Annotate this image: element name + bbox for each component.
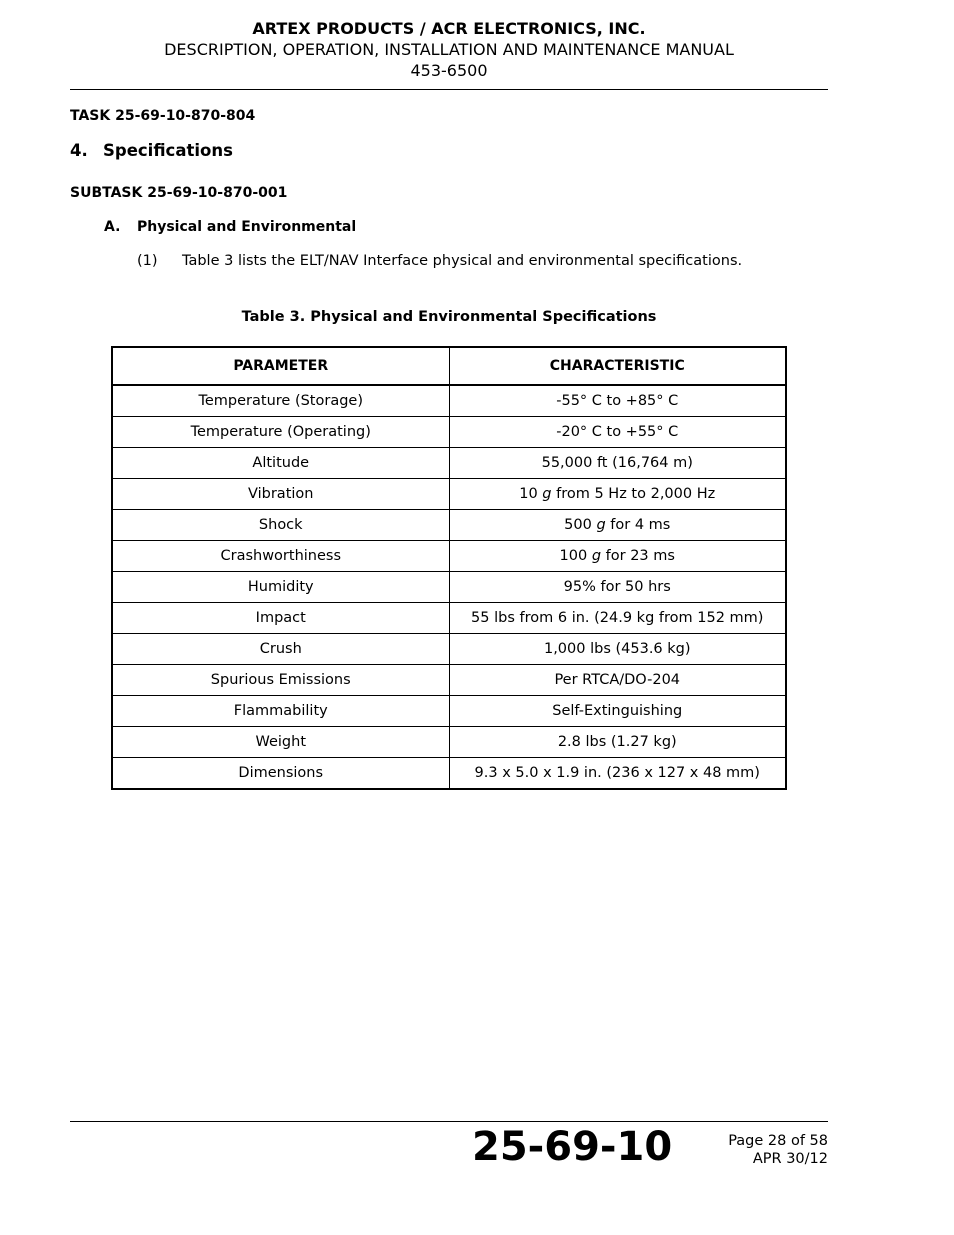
table-row — [112, 479, 786, 510]
characteristic-cell: 2.8 lbs (1.27 kg) — [449, 727, 786, 758]
column-header-characteristic: CHARACTERISTIC — [449, 347, 786, 385]
characteristic-detail: from 5 Hz to 2,000 Hz — [551, 486, 716, 502]
subsection-heading — [104, 218, 356, 236]
characteristic-cell: 9.3 x 5.0 x 1.9 in. (236 x 127 x 48 mm) — [449, 758, 786, 790]
table-header-row — [112, 347, 786, 385]
table-row — [112, 727, 786, 758]
subtask-id: SUBTASK 25-69-10-870-001 — [70, 185, 288, 201]
parameter-cell: Crush — [112, 634, 449, 665]
characteristic-unit: g — [596, 517, 606, 533]
characteristic-cell: 1,000 lbs (453.6 kg) — [449, 634, 786, 665]
characteristic-cell: 95% for 50 hrs — [449, 572, 786, 603]
characteristic-cell — [449, 510, 786, 541]
subsection-letter: A. — [104, 219, 121, 235]
characteristic-detail: for 4 ms — [605, 517, 671, 533]
characteristic-cell: Per RTCA/DO-204 — [449, 665, 786, 696]
paragraph-text: Table 3 lists the ELT/NAV Interface physical and environmental specifications. — [182, 253, 743, 269]
table-caption: Table 3. Physical and Environmental Specifications — [241, 309, 657, 325]
characteristic-cell: -55° C to +85° C — [449, 385, 786, 417]
characteristic-unit: g — [542, 486, 552, 502]
specifications-table — [111, 346, 787, 790]
parameter-cell: Temperature (Storage) — [112, 385, 449, 417]
table-row — [112, 541, 786, 572]
table-row — [112, 603, 786, 634]
parameter-cell: Shock — [112, 510, 449, 541]
paragraph-number: (1) — [137, 253, 158, 269]
header-document-number: 453-6500 — [410, 61, 488, 80]
table-row — [112, 758, 786, 790]
characteristic-cell: 55,000 ft (16,764 m) — [449, 448, 786, 479]
characteristic-detail: for 23 ms — [601, 548, 675, 564]
parameter-cell: Temperature (Operating) — [112, 417, 449, 448]
subsection-title: Physical and Environmental — [137, 219, 357, 235]
footer-page-info — [728, 1132, 828, 1168]
task-id: TASK 25-69-10-870-804 — [70, 108, 256, 124]
table-row — [112, 696, 786, 727]
parameter-cell: Altitude — [112, 448, 449, 479]
characteristic-value: 100 — [559, 548, 592, 564]
table-row — [112, 385, 786, 417]
characteristic-cell — [449, 541, 786, 572]
header-manual-title: DESCRIPTION, OPERATION, INSTALLATION AND MAINTENANCE MANUAL — [164, 40, 734, 59]
section-heading — [70, 141, 233, 161]
parameter-cell: Weight — [112, 727, 449, 758]
characteristic-cell: Self-Extinguishing — [449, 696, 786, 727]
characteristic-unit: g — [591, 548, 602, 564]
table-row — [112, 572, 786, 603]
characteristic-value: 500 — [564, 517, 597, 533]
characteristic-value: 10 — [519, 486, 543, 502]
section-number: 4. — [70, 141, 88, 160]
column-header-parameter: PARAMETER — [112, 347, 449, 385]
header-company: ARTEX PRODUCTS / ACR ELECTRONICS, INC. — [252, 19, 646, 38]
characteristic-cell: -20° C to +55° C — [449, 417, 786, 448]
footer-page-number: Page 28 of 58 — [728, 1133, 828, 1149]
parameter-cell: Spurious Emissions — [112, 665, 449, 696]
parameter-cell: Humidity — [112, 572, 449, 603]
header-divider — [70, 89, 828, 90]
section-title: Specifications — [103, 141, 233, 160]
footer-date: APR 30/12 — [752, 1151, 828, 1167]
characteristic-cell — [449, 479, 786, 510]
parameter-cell: Dimensions — [112, 758, 449, 790]
table-row — [112, 448, 786, 479]
parameter-cell: Crashworthiness — [112, 541, 449, 572]
parameter-cell: Vibration — [112, 479, 449, 510]
table-row — [112, 510, 786, 541]
paragraph — [137, 252, 742, 271]
parameter-cell: Impact — [112, 603, 449, 634]
table-row — [112, 665, 786, 696]
footer-divider — [70, 1121, 828, 1122]
table-row — [112, 417, 786, 448]
parameter-cell: Flammability — [112, 696, 449, 727]
table-row — [112, 634, 786, 665]
footer-chapter-code: 25-69-10 — [472, 1124, 673, 1170]
characteristic-cell: 55 lbs from 6 in. (24.9 kg from 152 mm) — [449, 603, 786, 634]
